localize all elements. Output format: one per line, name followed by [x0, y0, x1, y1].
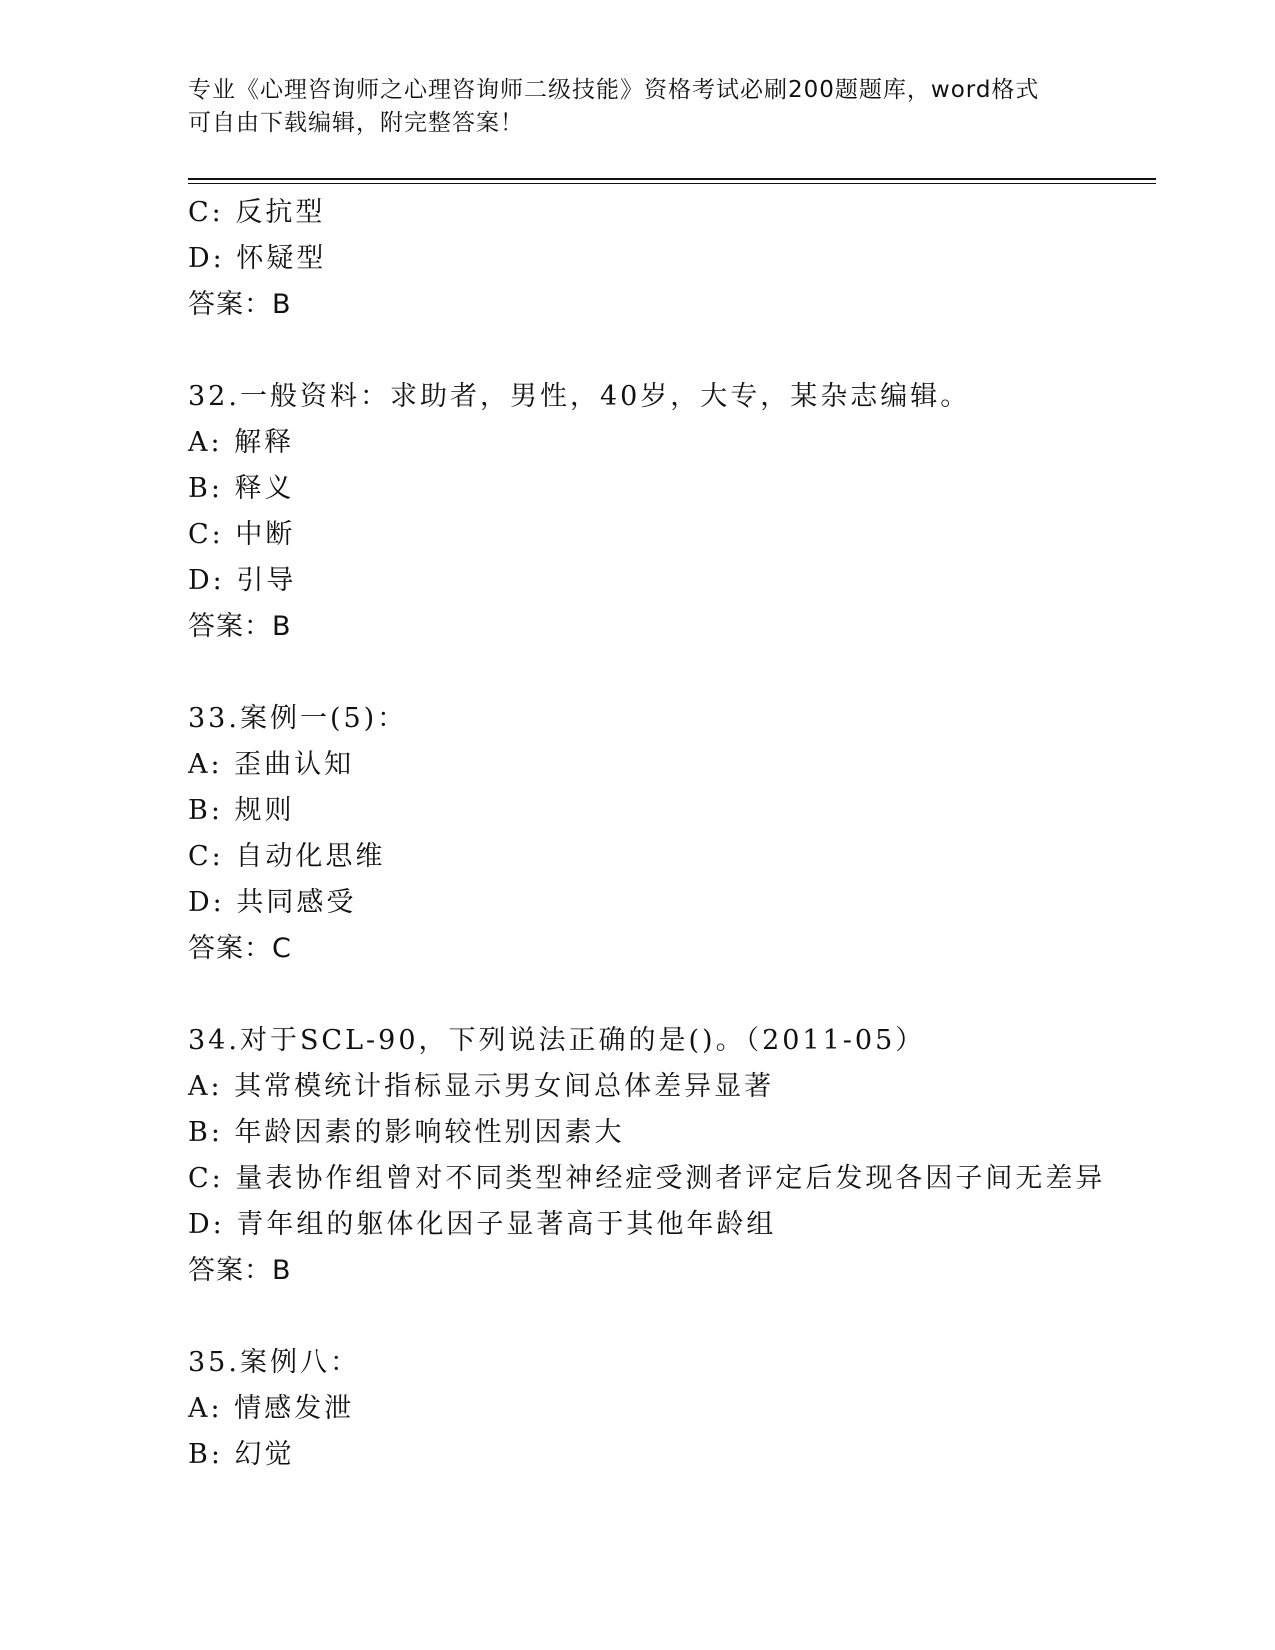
option-a: A: 歪曲认知 [188, 749, 355, 780]
question-list [188, 190, 1148, 1478]
question-gap [188, 650, 1148, 696]
question-block-35 [188, 1340, 1148, 1478]
question-stem: 32.一般资料：求助者，男性，40岁，大专，某杂志编辑。 [188, 381, 971, 412]
option-d: D: 引导 [188, 565, 297, 596]
option-d: D: 共同感受 [188, 887, 357, 918]
document-header [188, 74, 1088, 140]
option-b: B: 规则 [188, 795, 295, 826]
answer-line: 答案：B [188, 1255, 292, 1286]
header-title-line-1: 专业《心理咨询师之心理咨询师二级技能》资格考试必刷200题题库，word格式 [188, 77, 1040, 103]
answer-line: 答案：B [188, 289, 292, 320]
question-stem: 34.对于SCL-90，下列说法正确的是()。（2011-05） [188, 1025, 926, 1056]
header-divider-thin [188, 183, 1156, 184]
option-c: C: 中断 [188, 519, 296, 550]
option-b: B: 幻觉 [188, 1439, 295, 1470]
answer-line: 答案：B [188, 611, 292, 642]
question-gap [188, 1294, 1148, 1340]
answer-line: 答案：C [188, 933, 292, 964]
question-block-31 [188, 190, 1148, 328]
option-d: D: 怀疑型 [188, 243, 327, 274]
question-block-33 [188, 696, 1148, 972]
question-gap [188, 328, 1148, 374]
question-gap [188, 972, 1148, 1018]
header-divider-thick [188, 178, 1156, 180]
option-b: B: 释义 [188, 473, 295, 504]
option-a: A: 解释 [188, 427, 295, 458]
question-block-32 [188, 374, 1148, 650]
option-d: D: 青年组的躯体化因子显著高于其他年龄组 [188, 1209, 777, 1240]
option-a: A: 其常模统计指标显示男女间总体差异显著 [188, 1071, 775, 1102]
option-c: C: 反抗型 [188, 197, 326, 228]
option-c: C: 量表协作组曾对不同类型神经症受测者评定后发现各因子间无差异 [188, 1163, 1106, 1194]
question-stem: 33.案例一(5)： [188, 703, 408, 734]
question-stem: 35.案例八： [188, 1347, 360, 1378]
option-c: C: 自动化思维 [188, 841, 386, 872]
option-a: A: 情感发泄 [188, 1393, 355, 1424]
header-title-line-2: 可自由下载编辑，附完整答案！ [188, 110, 524, 136]
option-b: B: 年龄因素的影响较性别因素大 [188, 1117, 625, 1148]
question-block-34 [188, 1018, 1148, 1294]
